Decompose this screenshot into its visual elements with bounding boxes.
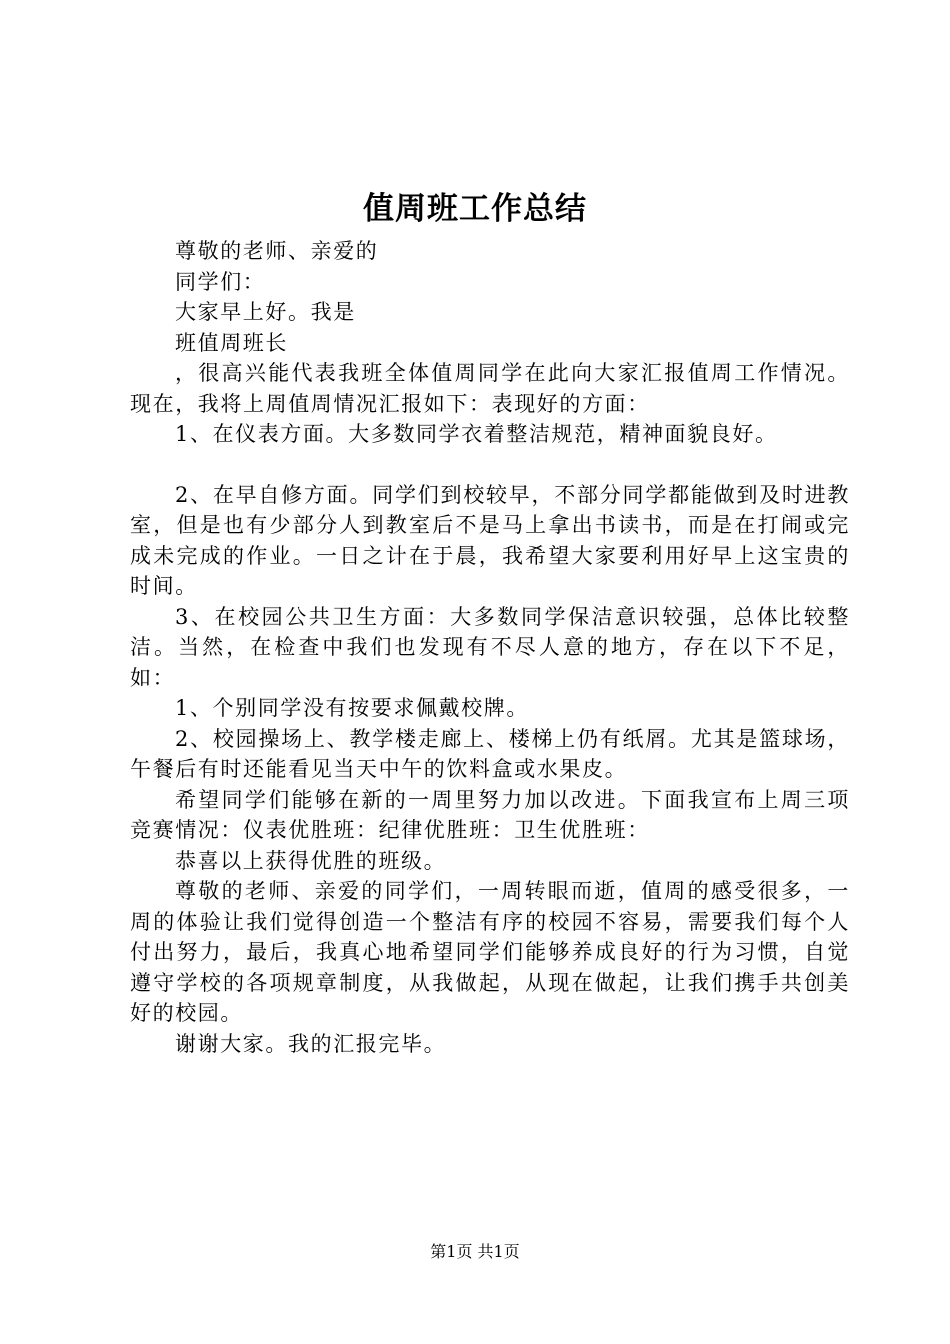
paragraph-competition: 希望同学们能够在新的一周里努力加以改进。下面我宣布上周三项竞赛情况：仪表优胜班：纪律优胜班：卫生优胜班：	[130, 787, 850, 842]
blank-line	[130, 450, 850, 480]
paragraph-appearance: 1、在仪表方面。大多数同学衣着整洁规范，精神面貌良好。	[175, 422, 778, 446]
page-footer: 第1页 共1页	[430, 1242, 520, 1261]
paragraph-morning-study: 2、在早自修方面。同学们到校较早，不部分同学都能做到及时进教室，但是也有少部分人到教室后不是马上拿出书读书，而是在打闹或完成未完成的作业。一日之计在于晨，我希望大家要利用好早上这宝贵的时间。	[130, 482, 850, 598]
intro-paragraph: ，很高兴能代表我班全体值周同学在此向大家汇报值周工作情况。现在，我将上周值周情况汇报如下：表现好的方面：	[130, 361, 850, 416]
paragraph-congrats: 恭喜以上获得优胜的班级。	[175, 848, 447, 873]
paragraph-thanks: 谢谢大家。我的汇报完毕。	[175, 1031, 447, 1056]
document-title: 值周班工作总结	[363, 191, 587, 227]
greeting-line-1: 尊敬的老师、亲爱的	[175, 239, 379, 263]
paragraph-closing: 尊敬的老师、亲爱的同学们，一周转眼而逝，值周的感受很多，一周的体验让我们觉得创造一个整洁有序的校园不容易，需要我们每个人付出努力，最后，我真心地希望同学们能够养成良好的行为习惯，自觉遵守学校的各项规章制度，从我做起，从现在做起，让我们携手共创美好的校园。	[130, 879, 850, 1025]
greeting-line-4: 班值周班长	[175, 330, 288, 355]
greeting-line-3: 大家早上好。我是	[175, 300, 356, 324]
paragraph-hygiene: 3、在校园公共卫生方面：大多数同学保洁意识较强，总体比较整洁。当然，在检查中我们也发现有不尽人意的地方，存在以下不足，如：	[130, 604, 850, 690]
paragraph-badge: 1、个别同学没有按要求佩戴校牌。	[175, 696, 529, 720]
paragraph-litter: 2、校园操场上、教学楼走廊上、楼梯上仍有纸屑。尤其是篮球场，午餐后有时还能看见当天中午的饮料盒或水果皮。	[130, 726, 850, 781]
document-body	[130, 236, 850, 1059]
greeting-line-2: 同学们：	[175, 269, 266, 294]
